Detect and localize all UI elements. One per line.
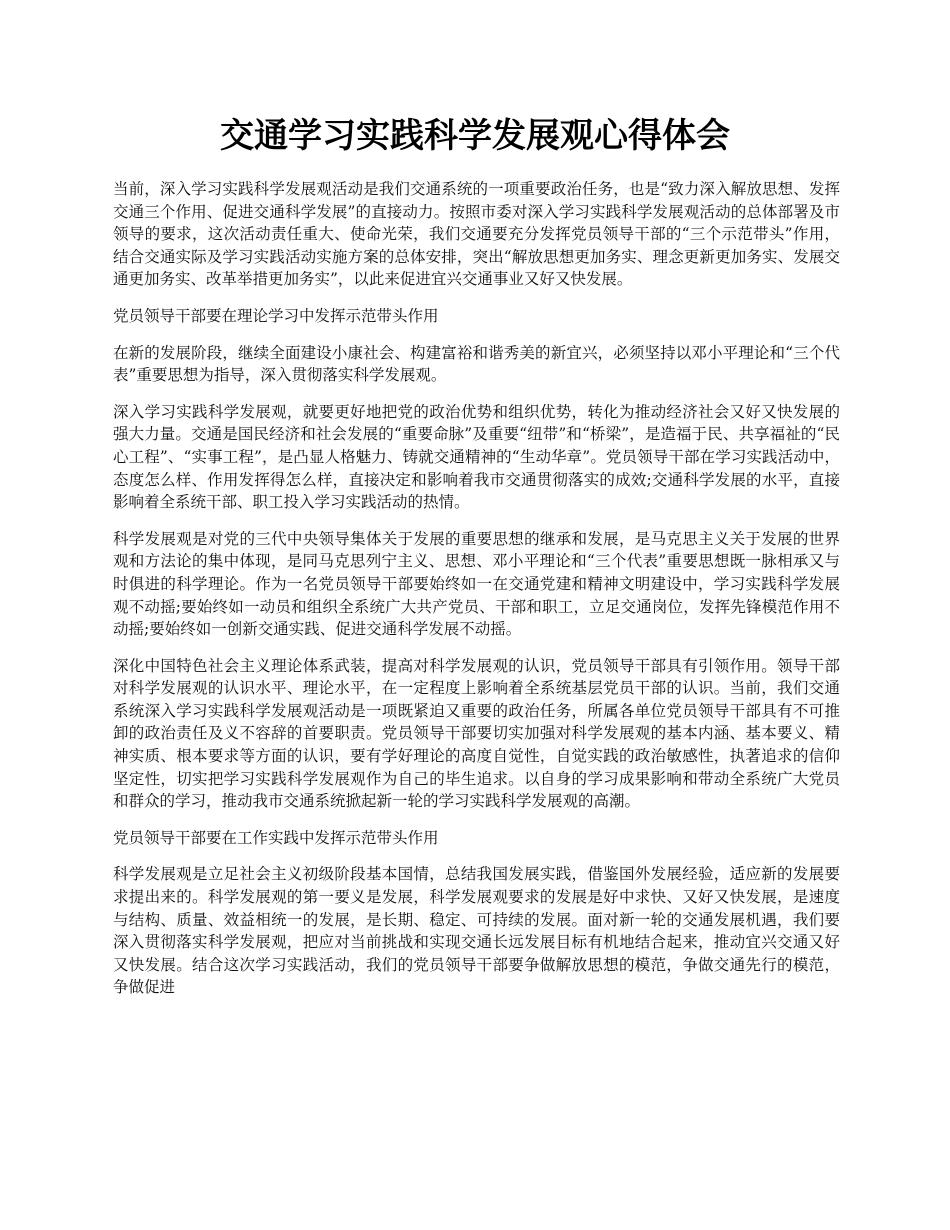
document-title: 交通学习实践科学发展观心得体会 [220,116,730,156]
paragraph: 在新的发展阶段，继续全面建设小康社会、构建富裕和谐秀美的新宜兴，必须坚持以邓小平理论和“三个代表”重要思想为指导，深入贯彻落实科学发展观。 [113,343,840,385]
paragraph: 科学发展观是对党的三代中央领导集体关于发展的重要思想的继承和发展，是马克思主义关于发展的世界观和方法论的集中体现，是同马克思列宁主义、思想、邓小平理论和“三个代表”重要思想既一脉相承又与时俱进的科学理论。作为一名党员领导干部要始终如一在交通党建和精神文明建设中，学习实践科学发展观不动摇;要始终如一动员和组织全系统广大共产党员、干部和职工，立足交通岗位，发挥先锋模范作用不动摇;要始终如一创新交通实践、促进交通科学发展不动摇。 [113,529,840,639]
document-body [113,178,840,1013]
section-heading-theory: 党员领导干部要在理论学习中发挥示范带头作用 [113,306,439,325]
paragraph: 深化中国特色社会主义理论体系武装，提高对科学发展观的认识，党员领导干部具有引领作用。领导干部对科学发展观的认识水平、理论水平，在一定程度上影响着全系统基层党员干部的认识。当前，我们交通系统深入学习实践科学发展观活动是一项既紧迫又重要的政治任务，所属各单位党员领导干部具有不可推卸的政治责任及义不容辞的首要职责。党员领导干部要切实加强对科学发展观的基本内涵、基本要义、精神实质、根本要求等方面的认识，要有学好理论的高度自觉性，自觉实践的政治敏感性，执著追求的信仰坚定性，切实把学习实践科学发展观作为自己的毕生追求。以自身的学习成果影响和带动全系统广大党员和群众的学习，推动我市交通系统掀起新一轮的学习实践科学发展观的高潮。 [113,656,840,811]
paragraph: 深入学习实践科学发展观，就要更好地把党的政治优势和组织优势，转化为推动经济社会又好又快发展的强大力量。交通是国民经济和社会发展的“重要命脉”及重要“纽带”和“桥梁”，是造福于民、共享福祉的“民心工程”、“实事工程”，是凸显人格魅力、铸就交通精神的“生动华章”。党员领导干部在学习实践活动中，态度怎么样、作用发挥得怎么样，直接决定和影响着我市交通贯彻落实的成效;交通科学发展的水平，直接影响着全系统干部、职工投入学习实践活动的热情。 [113,402,840,512]
section-heading-practice: 党员领导干部要在工作实践中发挥示范带头作用 [113,828,439,847]
paragraph-intro: 当前，深入学习实践科学发展观活动是我们交通系统的一项重要政治任务，也是“致力深入解放思想、发挥交通三个作用、促进交通科学发展”的直接动力。按照市委对深入学习实践科学发展观活动的总体部署及市领导的要求，这次活动责任重大、使命光荣，我们交通要充分发挥党员领导干部的“三个示范带头”作用，结合交通实际及学习实践活动实施方案的总体安排，突出“解放思想更加务实、理念更新更加务实、发展交通更加务实、改革举措更加务实”，以此来促进宜兴交通事业又好又快发展。 [113,180,840,289]
paragraph: 科学发展观是立足社会主义初级阶段基本国情，总结我国发展实践，借鉴国外发展经验，适应新的发展要求提出来的。科学发展观的第一要义是发展，科学发展观要求的发展是好中求快、又好又快发展，是速度与结构、质量、效益相统一的发展，是长期、稳定、可持续的发展。面对新一轮的交通发展机遇，我们要深入贯彻落实科学发展观，把应对当前挑战和实现交通长远发展目标有机地结合起来，推动宜兴交通又好又快发展。结合这次学习实践活动，我们的党员领导干部要争做解放思想的模范，争做交通先行的模范，争做促进 [113,865,840,997]
